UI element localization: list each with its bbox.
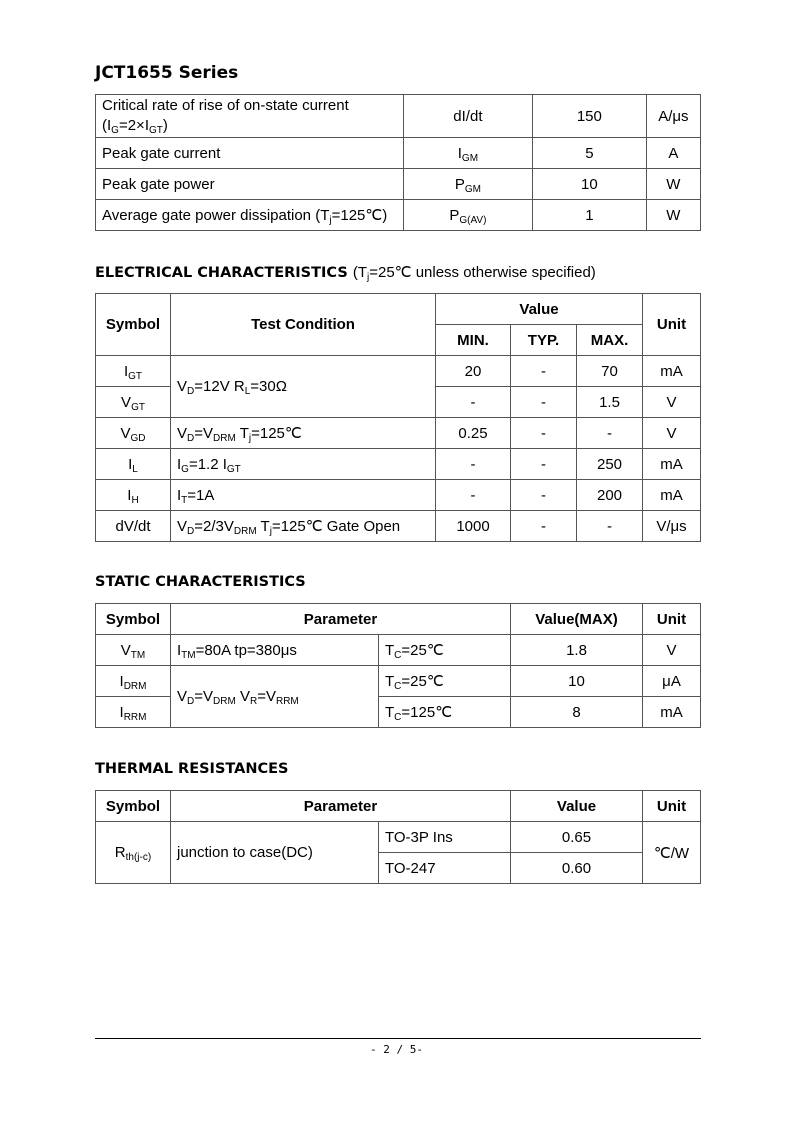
symbol-cell: $I_{RRM}$ bbox=[96, 697, 171, 728]
condition-cell: $V_D=12V$ $R_L=30\Omega$ bbox=[171, 356, 436, 418]
symbol-cell: $V_{GD}$ bbox=[96, 418, 171, 449]
typ-cell: - bbox=[511, 356, 577, 387]
package-cell: TO-3P Ins bbox=[379, 822, 511, 853]
thermal-table bbox=[95, 790, 701, 884]
header-typ: TYP. bbox=[511, 325, 577, 356]
header-parameter: Parameter bbox=[171, 604, 511, 635]
symbol-cell: $R_{th(j-c)}$ bbox=[96, 822, 171, 884]
max-cell: - bbox=[577, 418, 643, 449]
table-row bbox=[96, 138, 701, 169]
header-parameter: Parameter bbox=[171, 791, 511, 822]
header-unit: Unit bbox=[643, 791, 701, 822]
max-cell: - bbox=[577, 511, 643, 542]
param-cell: Peak gate power bbox=[96, 169, 404, 200]
unit-cell: V bbox=[643, 418, 701, 449]
table-row bbox=[96, 511, 701, 542]
symbol-cell: $I_{GM}$ bbox=[403, 138, 532, 169]
table-row bbox=[96, 95, 701, 138]
symbol-cell: $V_{TM}$ bbox=[96, 635, 171, 666]
symbol-cell: dV/dt bbox=[96, 511, 171, 542]
typ-cell: - bbox=[511, 480, 577, 511]
table-row bbox=[96, 200, 701, 231]
table-row bbox=[96, 635, 701, 666]
series-title: JCT1655 Series bbox=[95, 63, 239, 83]
min-cell: 1000 bbox=[436, 511, 511, 542]
header-min: MIN. bbox=[436, 325, 511, 356]
table-row bbox=[96, 169, 701, 200]
footer-divider bbox=[95, 1038, 701, 1039]
unit-cell: A/μs bbox=[646, 95, 700, 138]
typ-cell: - bbox=[511, 387, 577, 418]
unit-cell: W bbox=[646, 169, 700, 200]
value-cell: 10 bbox=[533, 169, 647, 200]
header-symbol: Symbol bbox=[96, 791, 171, 822]
table-header-row bbox=[96, 294, 701, 325]
unit-cell: V/μs bbox=[643, 511, 701, 542]
header-max: MAX. bbox=[577, 325, 643, 356]
value-cell: 0.60 bbox=[511, 853, 643, 884]
unit-cell: mA bbox=[643, 449, 701, 480]
static-section-title: STATIC CHARACTERISTICS bbox=[95, 574, 306, 590]
unit-cell: μA bbox=[643, 666, 701, 697]
symbol-cell: $V_{GT}$ bbox=[96, 387, 171, 418]
table-row bbox=[96, 666, 701, 697]
max-cell: 1.5 bbox=[577, 387, 643, 418]
condition-cell: $I_T=1A$ bbox=[171, 480, 436, 511]
temp-cell: $T_C=25℃$ bbox=[379, 635, 511, 666]
value-cell: 8 bbox=[511, 697, 643, 728]
header-unit: Unit bbox=[643, 604, 701, 635]
min-cell: 0.25 bbox=[436, 418, 511, 449]
unit-cell: mA bbox=[643, 356, 701, 387]
value-cell: 5 bbox=[533, 138, 647, 169]
table-row bbox=[96, 480, 701, 511]
table-row bbox=[96, 356, 701, 387]
unit-cell: mA bbox=[643, 697, 701, 728]
max-cell: 200 bbox=[577, 480, 643, 511]
symbol-cell: $P_{GM}$ bbox=[403, 169, 532, 200]
thermal-section-title: THERMAL RESISTANCES bbox=[95, 761, 289, 777]
symbol-cell: dI/dt bbox=[403, 95, 532, 138]
min-cell: - bbox=[436, 480, 511, 511]
symbol-cell: $I_{DRM}$ bbox=[96, 666, 171, 697]
condition-cell: $I_G=1.2$ $I_{GT}$ bbox=[171, 449, 436, 480]
static-table bbox=[95, 603, 701, 728]
param-cell: $I_{TM}=80A$ tp=380μs bbox=[171, 635, 379, 666]
unit-cell: mA bbox=[643, 480, 701, 511]
min-cell: - bbox=[436, 387, 511, 418]
header-value: Value bbox=[436, 294, 643, 325]
header-symbol: Symbol bbox=[96, 294, 171, 356]
table-header-row bbox=[96, 604, 701, 635]
electrical-table bbox=[95, 293, 701, 542]
value-cell: 150 bbox=[533, 95, 647, 138]
condition-cell: $V_D=V_{DRM}$ $T_j=125℃$ bbox=[171, 418, 436, 449]
typ-cell: - bbox=[511, 511, 577, 542]
table-header-row bbox=[96, 791, 701, 822]
table-row bbox=[96, 822, 701, 853]
unit-cell: V bbox=[643, 635, 701, 666]
header-symbol: Symbol bbox=[96, 604, 171, 635]
temp-cell: $T_C=125℃$ bbox=[379, 697, 511, 728]
param-cell: Critical rate of rise of on-state current $(I_G=2\times I_{GT})$ bbox=[96, 95, 404, 138]
table-row bbox=[96, 449, 701, 480]
ratings-table bbox=[95, 94, 701, 231]
package-cell: TO-247 bbox=[379, 853, 511, 884]
symbol-cell: $I_{GT}$ bbox=[96, 356, 171, 387]
header-test-condition: Test Condition bbox=[171, 294, 436, 356]
unit-cell: W bbox=[646, 200, 700, 231]
param-cell: Peak gate current bbox=[96, 138, 404, 169]
param-cell: $V_D=V_{DRM}$ $V_R=V_{RRM}$ bbox=[171, 666, 379, 728]
param-cell: Average gate power dissipation $(T_j=125℃)$ bbox=[96, 200, 404, 231]
value-cell: 1.8 bbox=[511, 635, 643, 666]
max-cell: 250 bbox=[577, 449, 643, 480]
unit-cell: ℃/W bbox=[643, 822, 701, 884]
header-unit: Unit bbox=[643, 294, 701, 356]
min-cell: - bbox=[436, 449, 511, 480]
symbol-cell: $P_{G(AV)}$ bbox=[403, 200, 532, 231]
min-cell: 20 bbox=[436, 356, 511, 387]
electrical-section-title: ELECTRICAL CHARACTERISTICS ($T_j=25℃$ unless otherwise specified) bbox=[95, 264, 596, 283]
typ-cell: - bbox=[511, 449, 577, 480]
param-cell: junction to case(DC) bbox=[171, 822, 379, 884]
unit-cell: V bbox=[643, 387, 701, 418]
unit-cell: A bbox=[646, 138, 700, 169]
value-cell: 10 bbox=[511, 666, 643, 697]
header-value: Value bbox=[511, 791, 643, 822]
electrical-conditions: ($T_j=25℃$ unless otherwise specified) bbox=[352, 264, 596, 283]
temp-cell: $T_C=25℃$ bbox=[379, 666, 511, 697]
value-cell: 1 bbox=[533, 200, 647, 231]
condition-cell: $V_D=2/3V_{DRM}$ $T_j=125℃$ Gate Open bbox=[171, 511, 436, 542]
max-cell: 70 bbox=[577, 356, 643, 387]
symbol-cell: $I_L$ bbox=[96, 449, 171, 480]
value-cell: 0.65 bbox=[511, 822, 643, 853]
header-value: Value(MAX) bbox=[511, 604, 643, 635]
typ-cell: - bbox=[511, 418, 577, 449]
page-number: - 2 / 5- bbox=[370, 1043, 423, 1056]
symbol-cell: $I_H$ bbox=[96, 480, 171, 511]
table-row bbox=[96, 418, 701, 449]
